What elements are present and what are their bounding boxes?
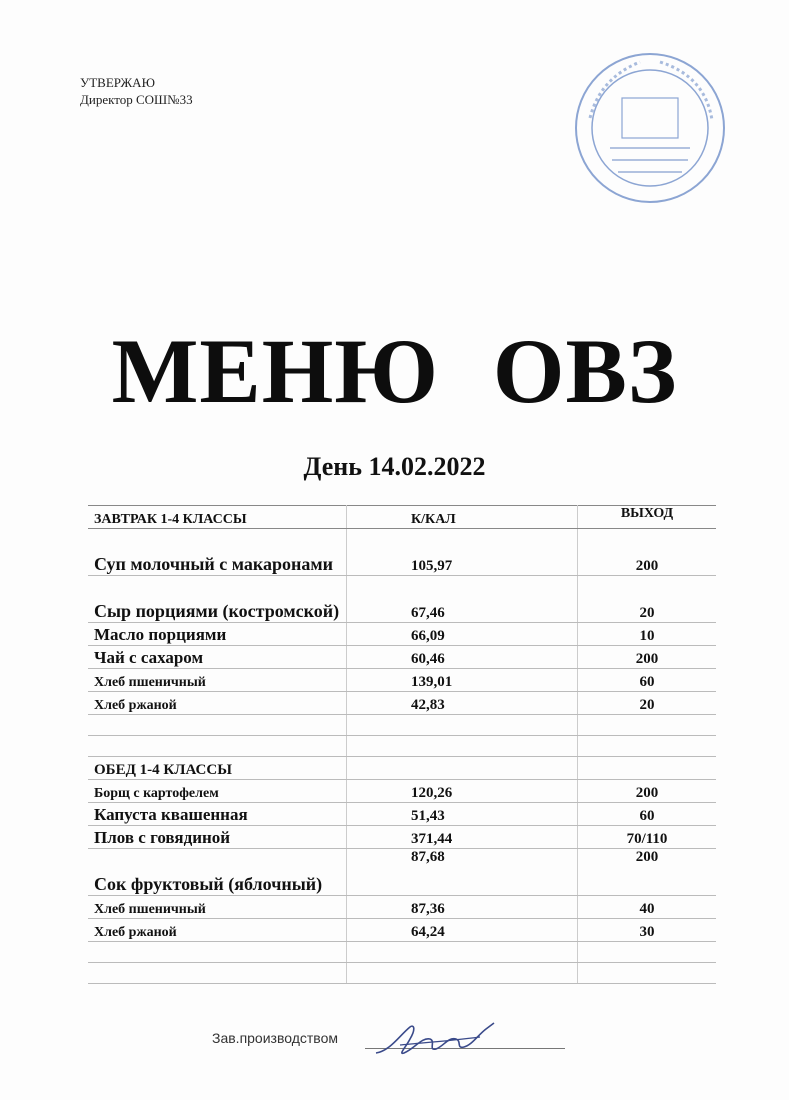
menu-date: День 14.02.2022 <box>303 452 486 481</box>
lunch-section-title: ОБЕД 1-4 КЛАССЫ <box>88 757 347 780</box>
empty-row <box>88 715 716 736</box>
table-row <box>88 849 716 896</box>
dish-output: 30 <box>578 919 717 942</box>
dish-output: 200 <box>578 780 717 803</box>
dish-name: Масло порциями <box>88 623 347 646</box>
table-row <box>88 803 716 826</box>
dish-output: 20 <box>578 692 717 715</box>
table-row <box>88 576 716 623</box>
dish-kcal: 64,24 <box>347 919 578 942</box>
production-manager-label: Зав.производством <box>212 1030 338 1046</box>
dish-kcal: 51,43 <box>347 803 578 826</box>
dish-name: Хлеб пшеничный <box>88 896 347 919</box>
table-row <box>88 692 716 715</box>
dish-name: Капуста квашенная <box>88 803 347 826</box>
column-header-kcal: К/КАЛ <box>347 506 578 529</box>
dish-output: 200 <box>578 529 717 576</box>
table-row <box>88 623 716 646</box>
dish-kcal: 105,97 <box>347 529 578 576</box>
dish-kcal: 87,68 <box>347 849 578 896</box>
dish-output: 20 <box>578 576 717 623</box>
dish-name: Чай с сахаром <box>88 646 347 669</box>
dish-name: Борщ с картофелем <box>88 780 347 803</box>
stamp-seal-icon <box>570 48 730 208</box>
table-row <box>88 826 716 849</box>
table-header-row <box>88 506 716 529</box>
dish-kcal: 67,46 <box>347 576 578 623</box>
dish-output: 70/110 <box>578 826 717 849</box>
table-row <box>88 669 716 692</box>
dish-output: 60 <box>578 669 717 692</box>
handwritten-signature-icon <box>370 1015 500 1065</box>
dish-output: 200 <box>578 646 717 669</box>
dish-name: Хлеб ржаной <box>88 692 347 715</box>
dish-name: Сыр порциями (костромской) <box>88 576 347 623</box>
table-row <box>88 919 716 942</box>
approve-label: УТВЕРЖАЮ <box>80 75 155 90</box>
dish-kcal: 371,44 <box>347 826 578 849</box>
dish-name: Хлеб пшеничный <box>88 669 347 692</box>
empty-row <box>88 736 716 757</box>
dish-output: 40 <box>578 896 717 919</box>
dish-name: Сок фруктовый (яблочный) <box>88 849 347 896</box>
dish-kcal: 66,09 <box>347 623 578 646</box>
dish-kcal: 42,83 <box>347 692 578 715</box>
dish-kcal: 120,26 <box>347 780 578 803</box>
table-row <box>88 780 716 803</box>
dish-output: 200 <box>578 849 717 896</box>
dish-name: Хлеб ржаной <box>88 919 347 942</box>
table-row <box>88 646 716 669</box>
table-row <box>88 896 716 919</box>
dish-output: 60 <box>578 803 717 826</box>
section-row <box>88 757 716 780</box>
menu-table <box>88 505 716 984</box>
column-header-meal: ЗАВТРАК 1-4 КЛАССЫ <box>88 506 347 529</box>
dish-output: 10 <box>578 623 717 646</box>
empty-row <box>88 942 716 963</box>
dish-kcal: 139,01 <box>347 669 578 692</box>
dish-kcal: 60,46 <box>347 646 578 669</box>
approval-block <box>80 74 193 108</box>
director-label: Директор СОШ№33 <box>80 92 193 107</box>
page-title: МЕНЮ ОВЗ <box>111 320 678 422</box>
table-row <box>88 529 716 576</box>
dish-name: Суп молочный с макаронами <box>88 529 347 576</box>
dish-name: Плов с говядиной <box>88 826 347 849</box>
dish-kcal: 87,36 <box>347 896 578 919</box>
column-header-output: ВЫХОД <box>578 506 717 529</box>
empty-row <box>88 963 716 984</box>
